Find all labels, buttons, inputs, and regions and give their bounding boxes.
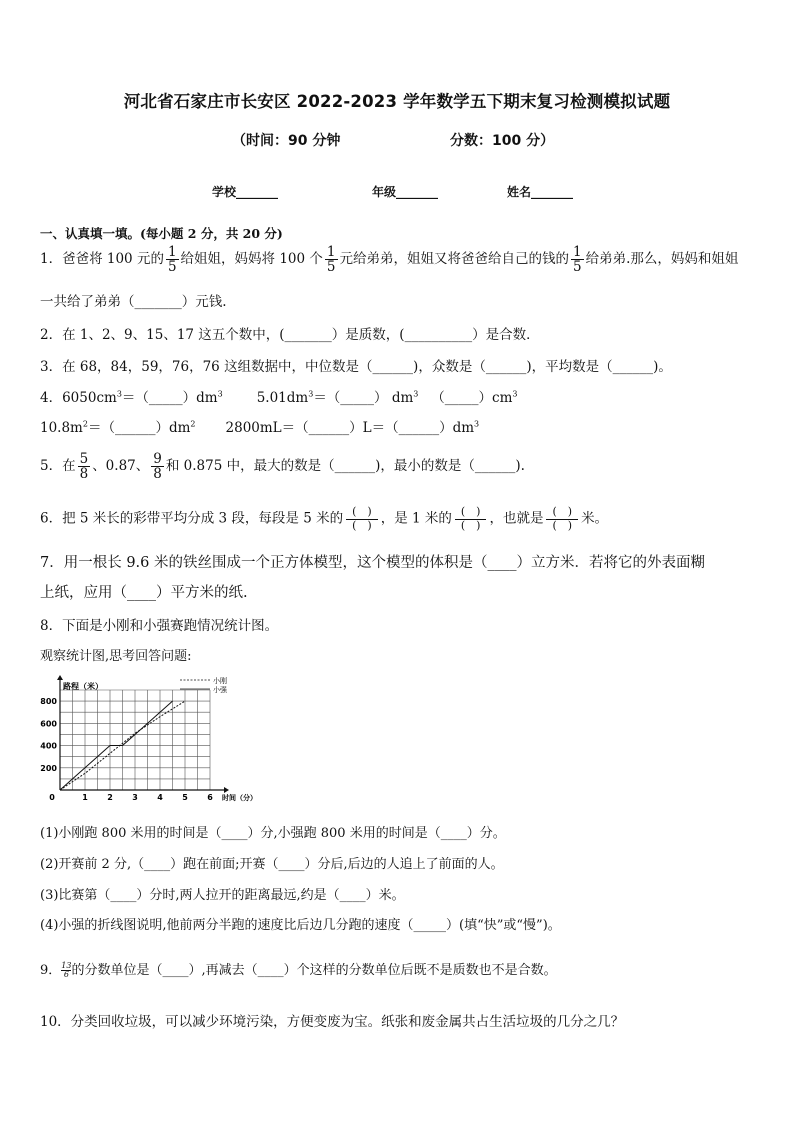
question-8-item-2[interactable]: (2)开赛前 2 分,（____）跑在前面;开赛（____）分后,后边的人追上了前面的人。 <box>40 857 504 872</box>
question-8-intro: 8．下面是小刚和小强赛跑情况统计图。 <box>40 618 279 634</box>
school-field[interactable]: 学校_______ <box>212 185 279 199</box>
x-tick-label: 4 <box>157 793 163 802</box>
question-7-line2[interactable]: 上纸，应用（____）平方米的纸. <box>40 585 248 601</box>
question-10: 10．分类回收垃圾，可以减少环境污染，方便变废为宝。纸张和废金属共占生活垃圾的几分之几？ <box>40 1014 625 1030</box>
fraction: $\frac{1}{5}$ <box>167 244 177 276</box>
question-2[interactable]: 2．在 1、2、9、15、17 这五个数中，(_______）是质数，(__________）是合数． <box>40 327 540 343</box>
x-tick-label: 5 <box>182 793 188 802</box>
x-tick-label: 2 <box>107 793 113 802</box>
x-tick-label: 1 <box>82 793 88 802</box>
x-tick-label: 3 <box>132 793 138 802</box>
exam-score: 分数：100 分） <box>450 133 555 149</box>
question-3[interactable]: 3．在 68，84，59，76，76 这组数据中，中位数是（______)，众数是（______)，平均数是（______)。 <box>40 359 672 375</box>
grade-field[interactable]: 年级_______ <box>372 185 439 199</box>
question-8-item-1[interactable]: (1)小刚跑 800 米用的时间是（____）分,小强跑 800 米用的时间是（____）分。 <box>40 826 506 841</box>
name-field[interactable]: 姓名_______ <box>507 185 574 199</box>
question-1-line2[interactable]: 一共给了弟弟（_______）元钱. <box>40 294 227 310</box>
y-tick-label: 200 <box>40 763 57 773</box>
question-8-item-3[interactable]: (3)比赛第（____）分时,两人拉开的距离最远,约是（____）米。 <box>40 888 405 903</box>
x-axis-arrow <box>224 787 229 793</box>
legend-label: 小强 <box>213 686 227 694</box>
question-8-sub: 观察统计图,思考回答问题: <box>40 649 192 664</box>
blank-fraction: ( ) ( ) <box>546 506 578 532</box>
blank-fraction: ( ) ( ) <box>346 506 378 532</box>
section-heading: 一、认真填一填。(每小题 2 分，共 20 分) <box>40 226 283 241</box>
question-9[interactable]: 9． $\frac{13}{6}$ 的分数单位是（____）,再减去（____）个这样的分数单位后既不是质数也不是合数。 <box>40 961 557 979</box>
x-tick-label: 0 <box>49 793 55 802</box>
chart-labels <box>40 676 257 802</box>
y-axis-arrow <box>57 675 63 680</box>
question-1: 1．爸爸将 100 元的 $\frac{1}{5}$ 给姐姐，妈妈将 100 个 $\frac{1}{5}$ 元给弟弟，姐姐又将爸爸给自己的钱的 $\frac{1}{5}$ 给弟弟.那么，妈妈和姐姐 <box>40 244 739 276</box>
fraction: $\frac{1}{5}$ <box>326 244 336 276</box>
exam-title: 河北省石家庄市长安区 2022-2023 学年数学五下期末复习检测模拟试题 <box>123 92 671 111</box>
exam-time: （时间：90 分钟 <box>232 133 341 149</box>
question-4-line2[interactable]: $10.8m^2=(\_\_\_\_\_\_)dm^2$ $2800mL=(\_\_\_\_\_\_)L=(\_\_\_\_\_\_)dm^3$ <box>40 419 480 436</box>
y-axis-label: 路程（米） <box>63 682 103 691</box>
question-6[interactable]: 6．把 5 米长的彩带平均分成 3 段，每段是 5 米的 ( ) ( ) ，是 1 米的 ( ) ( ) ，也就是 ( ) ( ) 米。 <box>40 505 609 532</box>
y-tick-label: 400 <box>40 741 57 751</box>
fraction: $\frac{1}{5}$ <box>573 244 582 276</box>
legend-label: 小刚 <box>213 677 227 685</box>
fraction: $\frac{5}{8}$ <box>79 451 89 483</box>
y-tick-label: 800 <box>40 697 57 707</box>
race-line-chart <box>30 672 280 810</box>
x-axis-label: 时间（分） <box>222 794 257 802</box>
fraction: $\frac{13}{6}$ <box>61 961 72 979</box>
question-4-line1[interactable]: 4．$6050cm^3=(\_\_\_\_\_)dm^3$ $5.01dm^3=(\_\_\_\_\_)$ $dm^3$ $(\_\_\_\_\_)cm^3$ <box>40 389 518 406</box>
fraction: $\frac{9}{8}$ <box>153 451 162 483</box>
y-tick-label: 600 <box>40 719 57 729</box>
question-8-item-4[interactable]: (4)小强的折线图说明,他前两分半跑的速度比后边几分跑的速度（_____）(填“快”或“慢”)。 <box>40 918 561 933</box>
x-tick-label: 6 <box>207 793 213 802</box>
chart-grid <box>60 690 210 790</box>
question-7-line1[interactable]: 7．用一根长 9.6 米的铁丝围成一个正方体模型，这个模型的体积是（____）立方米．若将它的外表面糊 <box>40 555 705 571</box>
blank-fraction: ( ) ( ) <box>455 506 487 532</box>
chart-axes <box>57 675 229 793</box>
question-5[interactable]: 5．在 $\frac{5}{8}$ 、0.87、 $\frac{9}{8}$ 和 0.875 中，最大的数是（______)，最小的数是（______). <box>40 451 525 483</box>
